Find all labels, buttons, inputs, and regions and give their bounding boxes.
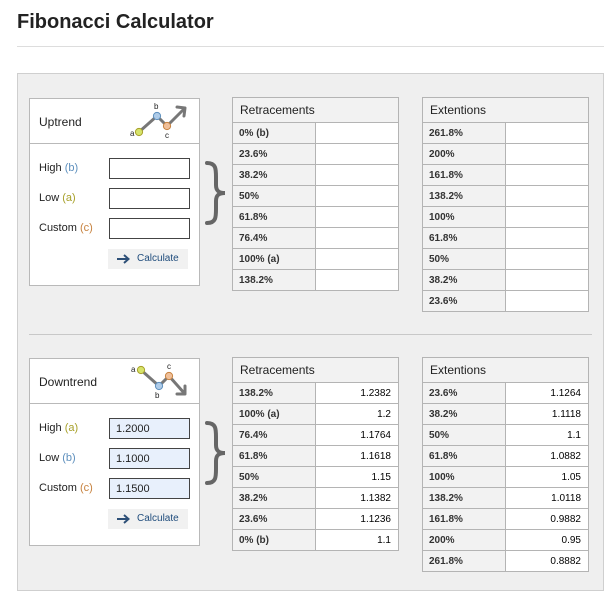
uptrend-extension-value[interactable] <box>506 191 581 202</box>
uptrend-low-input[interactable] <box>109 188 190 209</box>
table-row: 200% 0.95 <box>423 530 589 551</box>
downtrend-extension-value[interactable] <box>506 514 581 525</box>
uptrend-retracement-value[interactable] <box>316 191 391 202</box>
table-row: 200% <box>423 144 589 165</box>
downtrend-graphic-icon <box>127 362 193 400</box>
downtrend-brace-icon <box>203 421 229 485</box>
downtrend-low-input[interactable] <box>109 448 190 469</box>
uptrend-extension-value[interactable] <box>506 128 581 139</box>
arrow-right-icon <box>117 514 130 524</box>
point-b-label: b <box>154 102 159 111</box>
downtrend-low-label: Low (b) <box>39 452 76 464</box>
point-a-label: a <box>131 365 136 374</box>
table-row: 61.8% <box>233 207 399 228</box>
table-row: 23.6% 1.1236 <box>233 509 399 530</box>
table-row: 138.2% <box>423 186 589 207</box>
uptrend-custom-row <box>39 218 194 240</box>
table-row: 76.4% 1.1764 <box>233 425 399 446</box>
downtrend-retracement-value[interactable] <box>316 535 391 546</box>
uptrend-high-row <box>39 158 194 180</box>
table-row: 0% (b) <box>233 123 399 144</box>
uptrend-high-input[interactable] <box>109 158 190 179</box>
downtrend-retracement-value[interactable] <box>316 493 391 504</box>
section-divider <box>29 334 592 335</box>
downtrend-retracement-value[interactable] <box>316 409 391 420</box>
uptrend-graphic-icon <box>127 102 193 140</box>
downtrend-retracement-value[interactable] <box>316 430 391 441</box>
downtrend-custom-label: Custom (c) <box>39 482 93 494</box>
uptrend-retracement-value[interactable] <box>316 212 391 223</box>
downtrend-high-input[interactable] <box>109 418 190 439</box>
table-row: 161.8% <box>423 165 589 186</box>
title-divider <box>17 46 604 47</box>
downtrend-calculate-button[interactable]: Calculate <box>108 509 188 529</box>
uptrend-extension-value[interactable] <box>506 233 581 244</box>
table-row: 50% <box>423 249 589 270</box>
table-row: 76.4% <box>233 228 399 249</box>
table-row: 100% 1.05 <box>423 467 589 488</box>
uptrend-retracement-value[interactable] <box>316 275 391 286</box>
uptrend-high-label: High (b) <box>39 162 79 174</box>
uptrend-title: Uptrend <box>39 115 82 129</box>
downtrend-title: Downtrend <box>39 375 98 389</box>
uptrend-low-label: Low (a) <box>39 192 76 204</box>
uptrend-calculate-button[interactable]: Calculate <box>108 249 188 269</box>
table-row: 138.2% 1.0118 <box>423 488 589 509</box>
table-row: 261.8% 0.8882 <box>423 551 589 572</box>
downtrend-extension-value[interactable] <box>506 493 581 504</box>
table-row: 61.8% <box>423 228 589 249</box>
downtrend-retracement-value[interactable] <box>316 388 391 399</box>
uptrend-extension-value[interactable] <box>506 212 581 223</box>
uptrend-retracement-value[interactable] <box>316 149 391 160</box>
downtrend-header <box>30 359 199 404</box>
table-row: 23.6% 1.1264 <box>423 383 589 404</box>
calculator-container <box>17 73 604 591</box>
downtrend-custom-input[interactable] <box>109 478 190 499</box>
table-row: 23.6% <box>423 291 589 312</box>
uptrend-extension-value[interactable] <box>506 296 581 307</box>
uptrend-extensions-table <box>422 97 589 312</box>
downtrend-extension-value[interactable] <box>506 556 581 567</box>
downtrend-panel <box>29 358 200 546</box>
downtrend-extensions-table <box>422 357 589 572</box>
downtrend-extension-value[interactable] <box>506 430 581 441</box>
table-row: 23.6% <box>233 144 399 165</box>
uptrend-retracement-value[interactable] <box>316 128 391 139</box>
downtrend-retracements-table <box>232 357 399 551</box>
downtrend-retracement-value[interactable] <box>316 451 391 462</box>
downtrend-extension-value[interactable] <box>506 409 581 420</box>
downtrend-extension-value[interactable] <box>506 388 581 399</box>
uptrend-retracements-table <box>232 97 399 291</box>
uptrend-extension-value[interactable] <box>506 149 581 160</box>
table-row: 38.2% <box>423 270 589 291</box>
uptrend-custom-input[interactable] <box>109 218 190 239</box>
page-title: Fibonacci Calculator <box>17 11 214 33</box>
uptrend-extension-value[interactable] <box>506 275 581 286</box>
downtrend-high-label: High (a) <box>39 422 79 434</box>
uptrend-header <box>30 99 199 144</box>
table-row: 38.2% 1.1118 <box>423 404 589 425</box>
arrow-right-icon <box>117 254 130 264</box>
downtrend-high-row <box>39 418 194 440</box>
table-row: 138.2% 1.2382 <box>233 383 399 404</box>
uptrend-brace-icon <box>203 161 229 225</box>
uptrend-custom-label: Custom (c) <box>39 222 93 234</box>
downtrend-extension-value[interactable] <box>506 535 581 546</box>
table-row: 161.8% 0.9882 <box>423 509 589 530</box>
point-c-label: c <box>165 131 169 140</box>
downtrend-retracement-value[interactable] <box>316 472 391 483</box>
table-row: 100% <box>423 207 589 228</box>
downtrend-extension-value[interactable] <box>506 472 581 483</box>
table-row: 138.2% <box>233 270 399 291</box>
uptrend-extensions-header: Extentions <box>423 98 589 123</box>
uptrend-retracement-value[interactable] <box>316 254 391 265</box>
table-row: 100% (a) 1.2 <box>233 404 399 425</box>
point-a-label: a <box>130 129 135 138</box>
downtrend-retracements-header: Retracements <box>233 358 399 383</box>
point-c-label: c <box>167 362 171 371</box>
table-row: 38.2% 1.1382 <box>233 488 399 509</box>
table-row: 61.8% 1.0882 <box>423 446 589 467</box>
point-b-label: b <box>155 391 160 400</box>
uptrend-retracement-value[interactable] <box>316 170 391 181</box>
uptrend-retracement-value[interactable] <box>316 233 391 244</box>
uptrend-low-row <box>39 188 194 210</box>
uptrend-retracements-header: Retracements <box>233 98 399 123</box>
table-row: 50% 1.1 <box>423 425 589 446</box>
table-row: 50% 1.15 <box>233 467 399 488</box>
downtrend-low-row <box>39 448 194 470</box>
table-row: 0% (b) 1.1 <box>233 530 399 551</box>
table-row: 100% (a) <box>233 249 399 270</box>
downtrend-retracement-value[interactable] <box>316 514 391 525</box>
table-row: 38.2% <box>233 165 399 186</box>
downtrend-custom-row <box>39 478 194 500</box>
uptrend-extension-value[interactable] <box>506 170 581 181</box>
table-row: 261.8% <box>423 123 589 144</box>
table-row: 61.8% 1.1618 <box>233 446 399 467</box>
downtrend-extensions-header: Extentions <box>423 358 589 383</box>
downtrend-extension-value[interactable] <box>506 451 581 462</box>
table-row: 50% <box>233 186 399 207</box>
uptrend-panel <box>29 98 200 286</box>
uptrend-extension-value[interactable] <box>506 254 581 265</box>
